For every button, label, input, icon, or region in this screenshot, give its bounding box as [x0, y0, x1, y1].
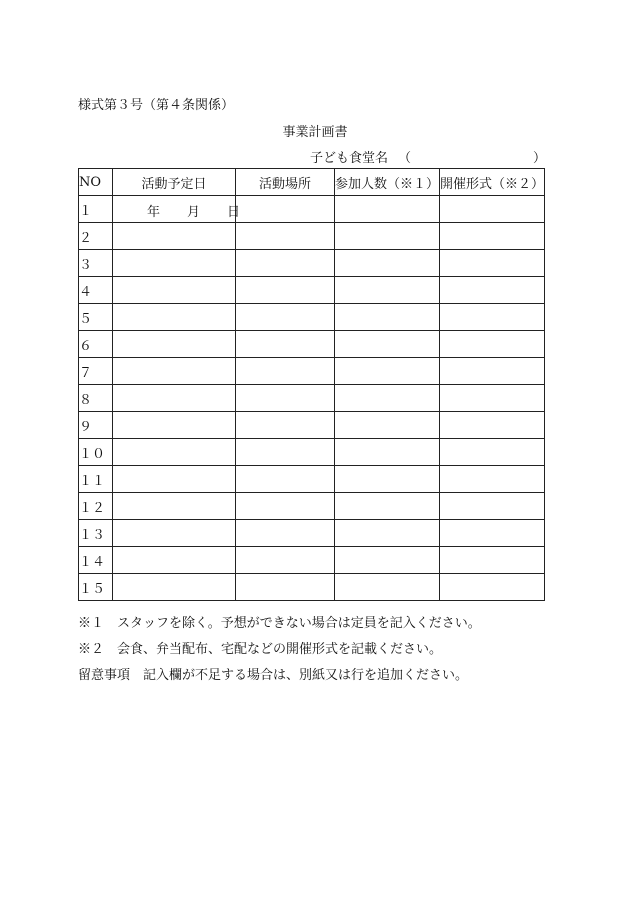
event-format-cell[interactable]	[440, 439, 545, 466]
participant-count-cell[interactable]	[335, 493, 440, 520]
participant-count-cell[interactable]	[335, 574, 440, 601]
participant-count-cell[interactable]	[335, 439, 440, 466]
activity-place-cell[interactable]	[236, 574, 335, 601]
cafeteria-name-label: 子ども食堂名	[310, 151, 389, 166]
activity-date-cell[interactable]	[113, 412, 236, 439]
activity-place-cell[interactable]	[236, 250, 335, 277]
event-format-cell[interactable]	[440, 250, 545, 277]
table-row	[79, 304, 545, 331]
header-event-format: 開催形式（※２）	[440, 169, 545, 196]
activity-date-cell[interactable]	[113, 547, 236, 574]
row-number: ５	[79, 304, 113, 331]
header-participant-count: 参加人数（※１）	[335, 169, 440, 196]
activity-place-cell[interactable]	[236, 385, 335, 412]
date-unit-year: 年	[147, 205, 161, 220]
row-number: ３	[79, 250, 113, 277]
participant-count-cell[interactable]	[335, 277, 440, 304]
participant-count-cell[interactable]	[335, 304, 440, 331]
row-number: １５	[79, 574, 113, 601]
form-number: 様式第３号（第４条関係）	[78, 98, 235, 113]
table-row	[79, 466, 545, 493]
table-body	[79, 196, 545, 601]
table-row	[79, 439, 545, 466]
table-row	[79, 277, 545, 304]
activity-date-cell[interactable]	[113, 385, 236, 412]
activity-date-cell[interactable]	[113, 196, 241, 223]
activity-place-cell[interactable]	[236, 223, 335, 250]
row-number: １	[79, 196, 113, 223]
document-title: 事業計画書	[282, 125, 348, 140]
activity-place-cell[interactable]	[236, 277, 335, 304]
participant-count-cell[interactable]	[335, 520, 440, 547]
header-activity-date: 活動予定日	[113, 169, 236, 196]
participant-count-cell[interactable]	[335, 196, 440, 223]
activity-date-cell[interactable]	[113, 358, 236, 385]
header-activity-place: 活動場所	[236, 169, 335, 196]
activity-date-cell[interactable]	[113, 223, 236, 250]
activity-place-cell[interactable]	[236, 304, 335, 331]
table-row	[79, 358, 545, 385]
table-row	[79, 493, 545, 520]
table-header-row	[79, 169, 545, 196]
participant-count-cell[interactable]	[335, 547, 440, 574]
activity-date-cell[interactable]	[113, 493, 236, 520]
row-number: ６	[79, 331, 113, 358]
participant-count-cell[interactable]	[335, 223, 440, 250]
row-number: １１	[79, 466, 113, 493]
row-number: １４	[79, 547, 113, 574]
event-format-cell[interactable]	[440, 331, 545, 358]
participant-count-cell[interactable]	[335, 385, 440, 412]
participant-count-cell[interactable]	[335, 358, 440, 385]
table-row	[79, 574, 545, 601]
participant-count-cell[interactable]	[335, 331, 440, 358]
activity-place-cell[interactable]	[236, 358, 335, 385]
note-remarks: 留意事項 記入欄が不足する場合は、別紙又は行を追加ください。	[78, 668, 469, 683]
date-unit-month: 月	[187, 205, 201, 220]
participant-count-cell[interactable]	[335, 412, 440, 439]
table-row	[79, 223, 545, 250]
event-format-cell[interactable]	[440, 520, 545, 547]
note-2: ※２ 会食、弁当配布、宅配などの開催形式を記載ください。	[78, 642, 443, 657]
event-format-cell[interactable]	[440, 385, 545, 412]
activity-date-cell[interactable]	[113, 520, 236, 547]
activity-place-cell[interactable]	[236, 331, 335, 358]
activity-date-cell[interactable]	[113, 304, 236, 331]
row-number: ４	[79, 277, 113, 304]
row-number: １０	[79, 439, 113, 466]
date-unit-day: 日	[227, 205, 241, 220]
event-format-cell[interactable]	[440, 493, 545, 520]
activity-date-cell[interactable]	[113, 439, 236, 466]
row-number: ８	[79, 385, 113, 412]
event-format-cell[interactable]	[440, 196, 545, 223]
activity-place-cell[interactable]	[236, 493, 335, 520]
activity-date-cell[interactable]	[113, 250, 236, 277]
close-paren: ）	[532, 151, 546, 166]
participant-count-cell[interactable]	[335, 466, 440, 493]
table-row	[79, 331, 545, 358]
activity-place-cell[interactable]	[236, 520, 335, 547]
activity-date-cell[interactable]	[113, 277, 236, 304]
activity-place-cell[interactable]	[236, 439, 335, 466]
activity-place-cell[interactable]	[236, 547, 335, 574]
activity-date-cell[interactable]	[113, 574, 236, 601]
activity-place-cell[interactable]	[236, 412, 335, 439]
activity-date-cell[interactable]	[113, 466, 236, 493]
event-format-cell[interactable]	[440, 574, 545, 601]
table-row	[79, 250, 545, 277]
event-format-cell[interactable]	[440, 358, 545, 385]
event-format-cell[interactable]	[440, 466, 545, 493]
event-format-cell[interactable]	[440, 547, 545, 574]
row-number: １２	[79, 493, 113, 520]
activity-date-cell[interactable]	[113, 331, 236, 358]
activity-place-cell[interactable]	[236, 196, 335, 223]
header-no: NO	[79, 169, 113, 196]
activity-plan-table	[78, 168, 545, 601]
table-row	[79, 520, 545, 547]
note-1: ※１ スタッフを除く。予想ができない場合は定員を記入ください。	[78, 616, 481, 631]
activity-place-cell[interactable]	[236, 466, 335, 493]
event-format-cell[interactable]	[440, 277, 545, 304]
table-row	[79, 412, 545, 439]
table-row	[79, 547, 545, 574]
event-format-cell[interactable]	[440, 412, 545, 439]
table-row	[79, 385, 545, 412]
row-number: ２	[79, 223, 113, 250]
row-number: ７	[79, 358, 113, 385]
event-format-cell[interactable]	[440, 223, 545, 250]
table-row	[79, 196, 545, 223]
row-number: ９	[79, 412, 113, 439]
open-paren: （	[398, 151, 412, 166]
participant-count-cell[interactable]	[335, 250, 440, 277]
row-number: １３	[79, 520, 113, 547]
event-format-cell[interactable]	[440, 304, 545, 331]
